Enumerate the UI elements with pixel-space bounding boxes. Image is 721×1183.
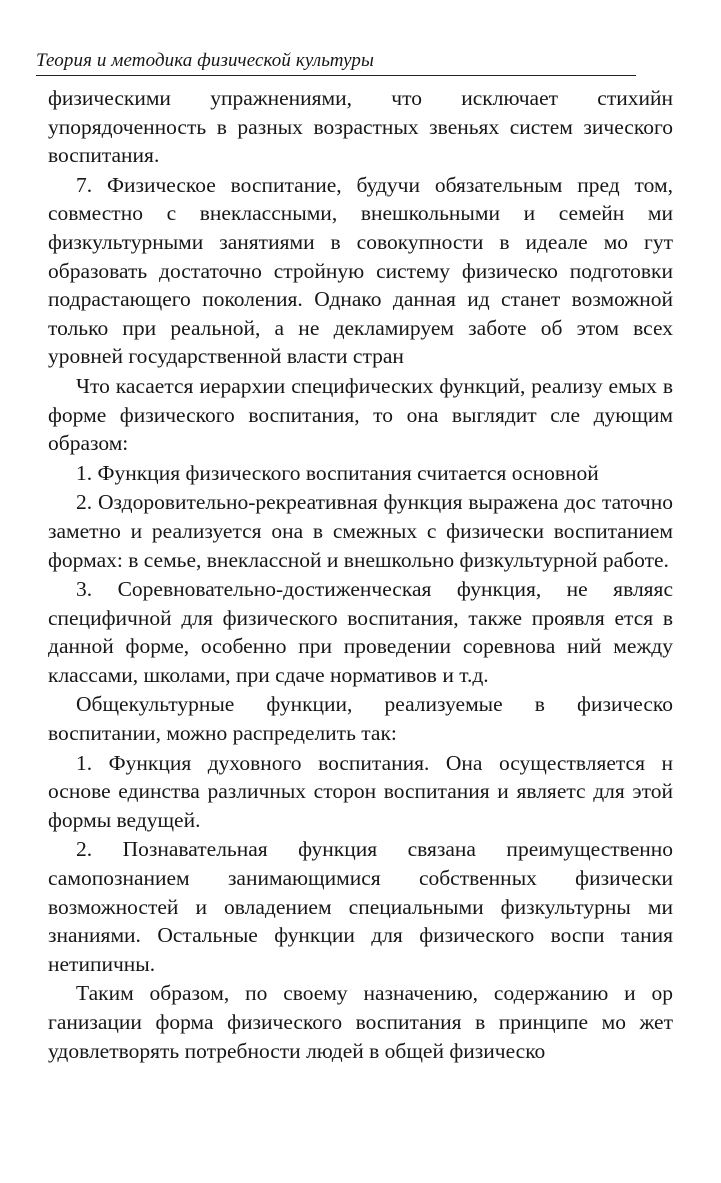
paragraph: Таким образом, по своему назначению, содержанию и ор ганизации форма физического воспитания в принципе мо жет удовлетворять потребности людей в общей физическо xyxy=(48,981,673,1063)
paragraph: 2. Познавательная функция связана преимущественно самопознанием занимающимися собственных физически возможностей и овладением специальными физкультурны ми знаниями. Остальные функции для физического воспи тания нетипичны. xyxy=(48,837,673,976)
paragraph: 3. Соревновательно-достиженческая функция, не являяс специфичной для физического воспитания, также проявля ется в данной форме, особенно при проведении соревнова ний между классами, школами, при сдаче нормативов и т.д. xyxy=(48,577,673,687)
paragraph: 2. Оздоровительно-рекреативная функция выражена дос таточно заметно и реализуется она в смежных с физически воспитанием формах: в семье, внеклассной и внешкольно физкультурной работе. xyxy=(48,490,673,572)
paragraph: Что касается иерархии специфических функций, реализу емых в форме физического воспитания, то она выглядит сле дующим образом: xyxy=(48,373,673,456)
running-head: Теория и методика физической культуры xyxy=(36,50,374,71)
paragraph: физическими упражнениями, что исключает стихийн упорядоченность в разных возрастных звеньях систем зического воспитания. xyxy=(48,86,673,168)
body-text xyxy=(48,84,673,1065)
paragraph: 7. Физическое воспитание, будучи обязательным пред том, совместно с внеклассными, внешкольными и семейн ми физкультурными занятиями в совокупности в идеале мо гут образовать достаточно стройную систему физическо подготовки подрастающего поколения. Однако данная ид станет возможной только при реальной, а не декламируем заботе об этом всех уровней государственной власти стран xyxy=(48,172,673,369)
paragraph: 1. Функция духовного воспитания. Она осуществляется н основе единства различных сторон воспитания и являетс для этой формы ведущей. xyxy=(48,750,673,832)
paragraph: Общекультурные функции, реализуемые в физическо воспитании, можно распределить так: xyxy=(48,692,673,746)
header-rule xyxy=(36,75,636,76)
paragraph: 1. Функция физического воспитания считается основной xyxy=(76,460,599,485)
